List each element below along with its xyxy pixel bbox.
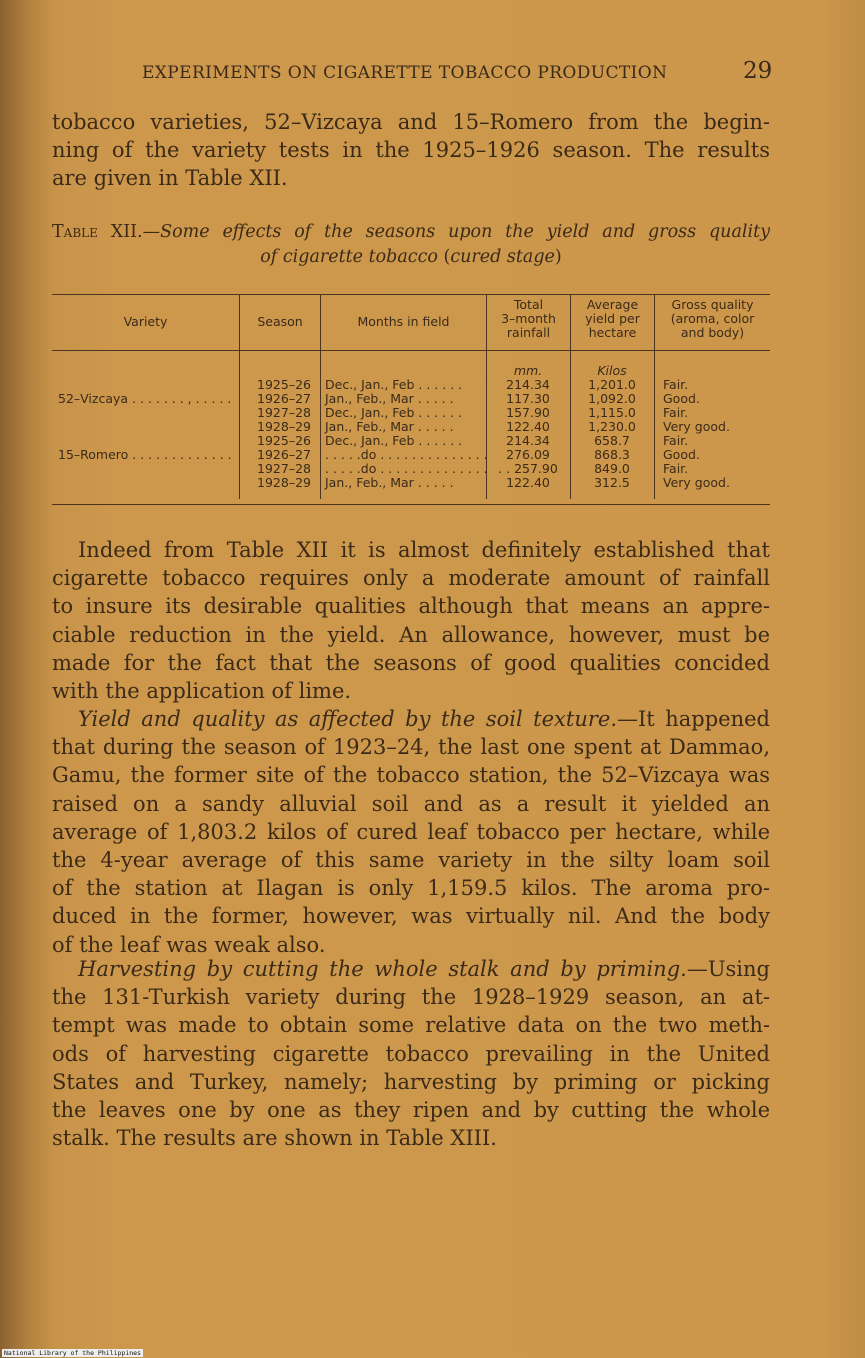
variety-label: 15–Romero . . . . . . . . . . . . . <box>58 447 232 462</box>
table-caption <box>52 220 770 270</box>
data-table <box>52 294 770 506</box>
header-line: Total <box>513 297 544 312</box>
text-line: the leaves one by one as they ripen and by cutting the whole <box>52 1098 770 1123</box>
table-cell-quality: Fair. <box>663 461 689 476</box>
text-line: average of 1,803.2 kilos of cured leaf tobacco per hectare, while <box>52 819 770 844</box>
table-cell-months: Dec., Jan., Feb . . . . . . <box>325 433 463 448</box>
table-cell-rainfall: 214.34 <box>506 377 550 392</box>
table-cell-season: 1927–28 <box>257 405 311 420</box>
table-cell-quality: Very good. <box>663 419 730 434</box>
table-cell-yield: 312.5 <box>594 475 630 490</box>
table-cell-quality: Very good. <box>663 475 730 490</box>
page-header <box>0 58 865 88</box>
running-head: EXPERIMENTS ON CIGARETTE TOBACCO PRODUCTION <box>142 63 668 83</box>
header-line: Average <box>586 297 639 312</box>
header-line: yield per <box>585 311 640 326</box>
page-number: 29 <box>743 58 773 84</box>
caption-title-line2: of cigarette tobacco <box>260 247 438 267</box>
caption-paren-open: ( <box>437 247 451 267</box>
table-cell-rainfall: 122.40 <box>506 475 550 490</box>
header-yield <box>571 298 654 340</box>
text-fragment: —Using <box>686 957 770 981</box>
table-header-rule <box>52 350 770 351</box>
header-line: (aroma, color <box>670 311 755 326</box>
table-number: Table XII. <box>52 222 143 242</box>
table-cell-quality: Fair. <box>663 433 689 448</box>
text-line: duced in the former, however, was virtually nil. And the body <box>52 904 770 929</box>
paragraph-harvesting <box>52 955 770 1152</box>
text-line: ning of the variety tests in the 1925–1926 season. The results <box>52 138 770 163</box>
section-heading: Yield and quality as affected by the soil texture. <box>78 707 617 731</box>
caption-paren-close: ) <box>554 247 562 267</box>
text-line <box>52 705 770 733</box>
text-line: are given in Table XII. <box>52 166 288 191</box>
text-line: States and Turkey, namely; harvesting by priming or picking <box>52 1069 770 1094</box>
header-line: rainfall <box>506 325 551 340</box>
variety-label: 52–Vizcaya . . . . . . . , . . . . . <box>58 391 232 406</box>
text-line: cigarette tobacco requires only a moderate amount of rainfall <box>52 566 770 591</box>
table-cell-months: . . . . .do . . . . . . . . . . . . . . <box>325 461 488 476</box>
text-line: ods of harvesting cigarette tobacco prevailing in the United <box>52 1041 770 1066</box>
text-line: of the station at Ilagan is only 1,159.5 kilos. The aroma pro- <box>52 876 770 901</box>
table-cell-months: Jan., Feb., Mar . . . . . <box>325 391 454 406</box>
table-cell-rainfall: 276.09 <box>506 447 550 462</box>
table-cell-quality: Good. <box>663 447 700 462</box>
table-cell-months: Jan., Feb., Mar . . . . . <box>325 419 454 434</box>
header-line: Gross quality <box>671 297 754 312</box>
text-line: of the leaf was weak also. <box>52 932 326 957</box>
table-cell-quality: Good. <box>663 391 700 406</box>
table-cell-months: . . . . .do . . . . . . . . . . . . . . <box>325 447 488 462</box>
table-cell-rainfall: 117.30 <box>506 391 550 406</box>
table-cell-rainfall: . . 257.90 <box>498 461 558 476</box>
table-cell-rainfall: 157.90 <box>506 405 550 420</box>
text-line: stalk. The results are shown in Table XIII. <box>52 1126 497 1151</box>
header-line: and body) <box>680 325 745 340</box>
table-cell-season: 1925–26 <box>257 377 311 392</box>
text-fragment: —It happened <box>617 707 770 731</box>
text-line: tempt was made to obtain some relative data on the two meth- <box>52 1013 770 1038</box>
header-line: 3–month <box>501 311 556 326</box>
table-cell-quality: Fair. <box>663 377 689 392</box>
text-line: Indeed from Table XII it is almost definitely established that <box>78 538 770 562</box>
text-line <box>52 955 770 983</box>
text-line: the 4-year average of this same variety in the silty loam soil <box>52 848 770 873</box>
table-cell-yield: 1,230.0 <box>588 419 636 434</box>
text-line: Gamu, the former site of the tobacco station, the 52–Vizcaya was <box>52 763 770 788</box>
table-cell-yield: 1,115.0 <box>588 405 636 420</box>
text-line: the 131-Turkish variety during the 1928–1929 season, an at- <box>52 985 770 1010</box>
paragraph-rainfall <box>52 536 770 705</box>
text-line: that during the season of 1923–24, the last one spent at Dammao, <box>52 735 770 760</box>
intro-paragraph <box>52 108 770 193</box>
table-cell-rainfall: 122.40 <box>506 419 550 434</box>
caption-title-line1: Some effects of the seasons upon the yield and gross quality <box>160 222 771 242</box>
table-cell-months: Dec., Jan., Feb . . . . . . <box>325 405 463 420</box>
table-cell-yield: 849.0 <box>594 461 630 476</box>
table-cell-season: 1925–26 <box>257 433 311 448</box>
caption-stage: cured stage <box>450 247 555 267</box>
table-top-rule <box>52 294 770 295</box>
text-line: to insure its desirable qualities although that means an appre- <box>52 594 770 619</box>
text-line: ciable reduction in the yield. An allowance, however, must be <box>52 622 770 647</box>
table-cell-rainfall: 214.34 <box>506 433 550 448</box>
text-line: with the application of lime. <box>52 679 352 704</box>
section-heading: Harvesting by cutting the whole stalk and by priming. <box>78 957 687 981</box>
table-cell-yield: 868.3 <box>594 447 630 462</box>
header-line: hectare <box>588 325 637 340</box>
table-cell-quality: Fair. <box>663 405 689 420</box>
table-cell-months: Jan., Feb., Mar . . . . . <box>325 475 454 490</box>
library-watermark: National Library of the Philippines <box>4 1349 141 1357</box>
table-cell-season: 1928–29 <box>257 475 311 490</box>
paragraph-soil-texture <box>52 705 770 959</box>
header-season: Season <box>257 314 303 329</box>
table-cell-yield: 658.7 <box>594 433 630 448</box>
header-quality <box>655 298 770 340</box>
table-cell-yield: 1,092.0 <box>588 391 636 406</box>
table-cell-season: 1927–28 <box>257 461 311 476</box>
unit-yield: Kilos <box>597 363 627 378</box>
table-cell-season: 1926–27 <box>257 447 311 462</box>
text-line: tobacco varieties, 52–Vizcaya and 15–Romero from the begin- <box>52 110 770 134</box>
header-variety: Variety <box>123 314 168 329</box>
header-months: Months in field <box>357 314 450 329</box>
table-cell-season: 1928–29 <box>257 419 311 434</box>
text-line: raised on a sandy alluvial soil and as a result it yielded an <box>52 791 770 816</box>
unit-rainfall: mm. <box>513 363 543 378</box>
table-cell-season: 1926–27 <box>257 391 311 406</box>
table-cell-months: Dec., Jan., Feb . . . . . . <box>325 377 463 392</box>
table-bottom-rule <box>52 504 770 505</box>
text-line: made for the fact that the seasons of good qualities concided <box>52 650 770 675</box>
caption-dash: — <box>142 222 161 242</box>
table-cell-yield: 1,201.0 <box>588 377 636 392</box>
header-rainfall <box>487 298 570 340</box>
